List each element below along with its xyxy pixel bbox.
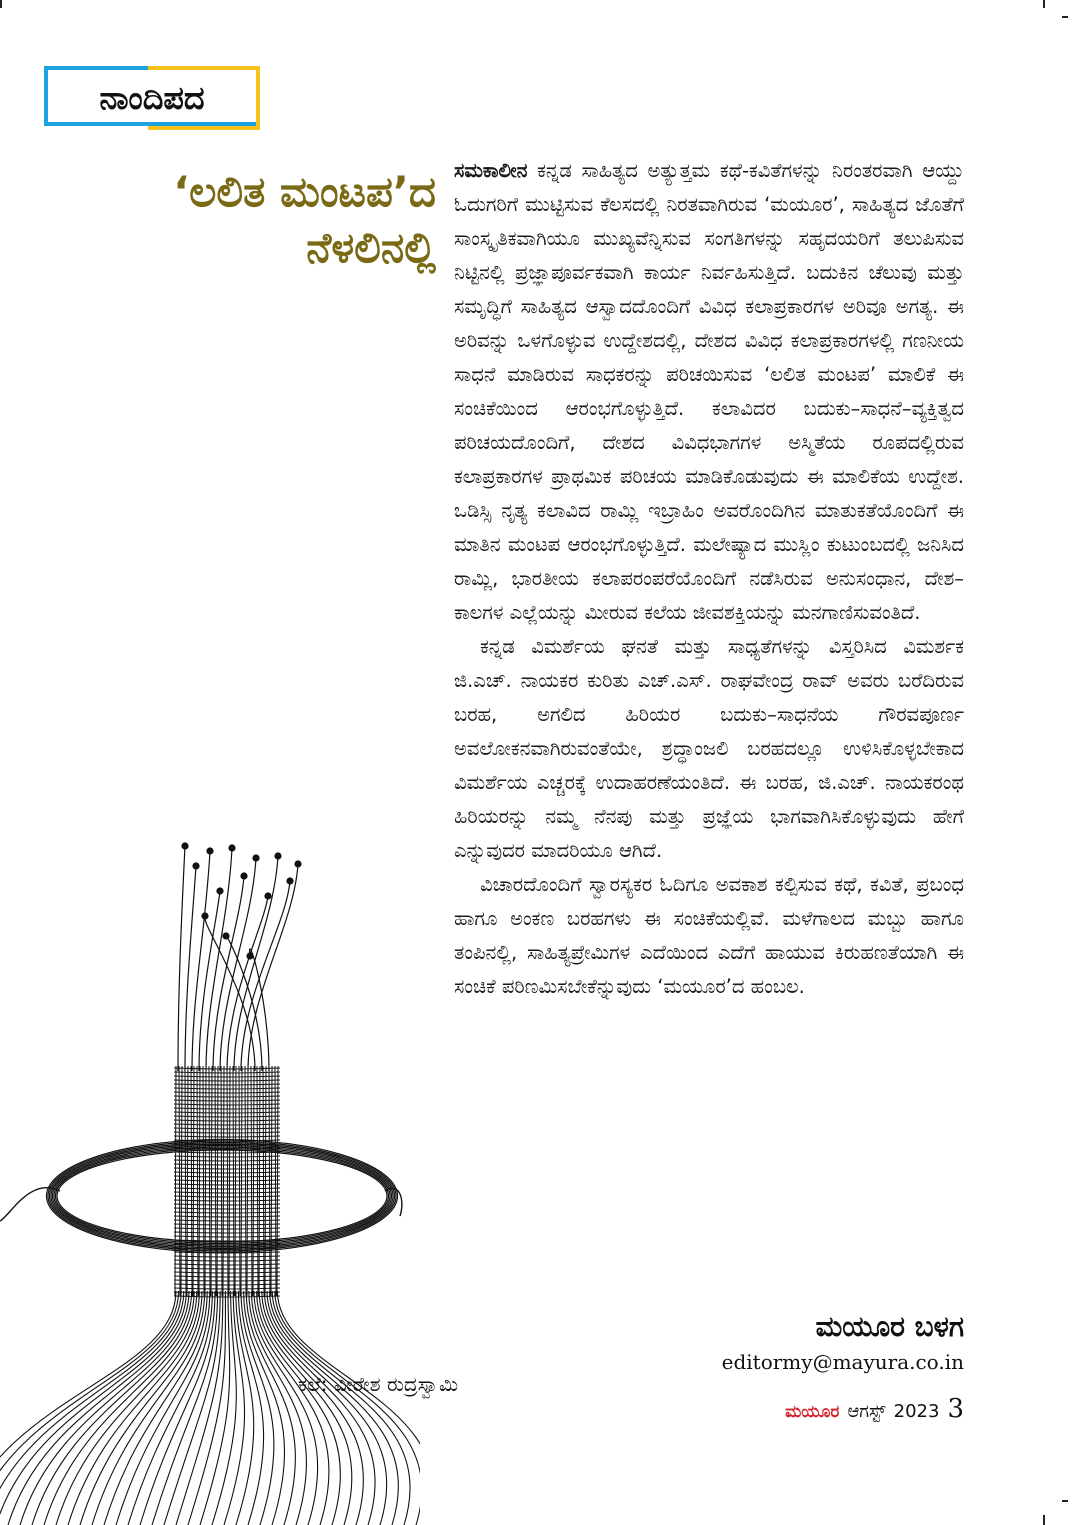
headline-line-2: ನೆಳಲಿನಲ್ಲಿ <box>306 223 436 272</box>
signature: ಮಯೂರ ಬಳಗ <box>815 1310 964 1343</box>
crop-mark-right-lower <box>1062 1500 1068 1502</box>
page-number: 3 <box>947 1394 964 1424</box>
issue-month: ಆಗಸ್ಟ್ <box>847 1401 886 1422</box>
page-folio <box>785 1394 964 1424</box>
paragraph-1-text: ಕನ್ನಡ ಸಾಹಿತ್ಯದ ಅತ್ಯುತ್ತಮ ಕಥೆ-ಕವಿತೆಗಳನ್ನು ನಿರಂತರವಾಗಿ ಆಯ್ದು ಓದುಗರಿಗೆ ಮುಟ್ಟಿಸುವ ಕೆಲಸದಲ್ಲಿ ನಿರತವಾಗಿರುವ ‘ಮಯೂರ’, ಸಾಹಿತ್ಯದ ಜೊತೆಗೆ ಸಾಂಸ್ಕೃತಿಕವಾಗಿಯೂ ಮುಖ್ಯವೆನ್ನಿಸುವ ಸಂಗತಿಗಳನ್ನು ಸಹೃದಯರಿಗೆ ತಲುಪಿಸುವ ನಿಟ್ಟಿನಲ್ಲಿ ಪ್ರಜ್ಞಾಪೂರ್ವಕವಾಗಿ ಕಾರ್ಯ ನಿರ್ವಹಿಸುತ್ತಿದೆ. ಬದುಕಿನ ಚೆಲುವು ಮತ್ತು ಸಮೃದ್ಧಿಗೆ ಸಾಹಿತ್ಯದ ಆಸ್ವಾದದೊಂದಿಗೆ ವಿವಿಧ ಕಲಾಪ್ರಕಾರಗಳ ಅರಿವೂ ಅಗತ್ಯ. ಈ ಅರಿವನ್ನು ಒಳಗೊಳ್ಳುವ ಉದ್ದೇಶದಲ್ಲಿ, ದೇಶದ ವಿವಿಧ ಕಲಾಪ್ರಕಾರಗಳಲ್ಲಿ ಗಣನೀಯ ಸಾಧನೆ ಮಾಡಿರುವ ಸಾಧಕರನ್ನು ಪರಿಚಯಿಸುವ ‘ಲಲಿತ ಮಂಟಪ’ ಮಾಲಿಕೆ ಈ ಸಂಚಿಕೆಯಿಂದ ಆರಂಭಗೊಳ್ಳುತ್ತಿದೆ. ಕಲಾವಿದರ ಬದುಕು–ಸಾಧನೆ–ವ್ಯಕ್ತಿತ್ವದ ಪರಿಚಯದೊಂದಿಗೆ, ದೇಶದ ವಿವಿಧಭಾಗಗಳ ಅಸ್ಮಿತೆಯ ರೂಪದಲ್ಲಿರುವ ಕಲಾಪ್ರಕಾರಗಳ ಪ್ರಾಥಮಿಕ ಪರಿಚಯ ಮಾಡಿಕೊಡುವುದು ಈ ಮಾಲಿಕೆಯ ಉದ್ದೇಶ. ಒಡಿಸ್ಸಿ ನೃತ್ಯ ಕಲಾವಿದ ರಾಮ್ಲಿ ಇಬ್ರಾಹಿಂ ಅವರೊಂದಿಗಿನ ಮಾತುಕತೆಯೊಂದಿಗೆ ಈ ಮಾತಿನ ಮಂಟಪ ಆರಂಭಗೊಳ್ಳುತ್ತಿದೆ. ಮಲೇಷ್ಯಾದ ಮುಸ್ಲಿಂ ಕುಟುಂಬದಲ್ಲಿ ಜನಿಸಿದ ರಾಮ್ಲಿ, ಭಾರತೀಯ ಕಲಾಪರಂಪರೆಯೊಂದಿಗೆ ನಡೆಸಿರುವ ಅನುಸಂಧಾನ, ದೇಶ–ಕಾಲಗಳ ಎಲ್ಲೆಯನ್ನು ಮೀರುವ ಕಲೆಯ ಜೀವಶಕ್ತಿಯನ್ನು ಮನಗಾಣಿಸುವಂತಿದೆ. <box>454 159 964 624</box>
paragraph-2: ಕನ್ನಡ ವಿಮರ್ಶೆಯ ಘನತೆ ಮತ್ತು ಸಾಧ್ಯತೆಗಳನ್ನು ವಿಸ್ತರಿಸಿದ ವಿಮರ್ಶಕ ಜಿ.ಎಚ್. ನಾಯಕರ ಕುರಿತು ಎಚ್.ಎಸ್. ರಾಘವೇಂದ್ರ ರಾವ್ ಅವರು ಬರೆದಿರುವ ಬರಹ, ಅಗಲಿದ ಹಿರಿಯರ ಬದುಕು–ಸಾಧನೆಯ ಗೌರವಪೂರ್ಣ ಅವಲೋಕನವಾಗಿರುವಂತೆಯೇ, ಶ್ರದ್ಧಾಂಜಲಿ ಬರಹದಲ್ಲೂ ಉಳಿಸಿಕೊಳ್ಳಬೇಕಾದ ವಿಮರ್ಶೆಯ ಎಚ್ಚರಕ್ಕೆ ಉದಾಹರಣೆಯಂತಿದೆ. ಈ ಬರಹ, ಜಿ.ಎಚ್. ನಾಯಕರಂಥ ಹಿರಿಯರನ್ನು ನಮ್ಮ ನೆನಪು ಮತ್ತು ಪ್ರಜ್ಞೆಯ ಭಾಗವಾಗಿಸಿಕೊಳ್ಳುವುದು ಹೇಗೆ ಎನ್ನುವುದರ ಮಾದರಿಯೂ ಆಗಿದೆ. <box>454 635 964 862</box>
paragraph-1 <box>454 154 964 630</box>
editor-email[interactable]: editormy@mayura.co.in <box>721 1350 964 1374</box>
art-credit: ಕಲೆ: ವೀರೇಶ ರುದ್ರಸ್ವಾಮಿ <box>298 1372 459 1396</box>
editorial-body <box>454 154 964 1004</box>
magazine-brand: ಮಯೂರ <box>785 1402 840 1422</box>
issue-year: 2023 <box>893 1401 940 1422</box>
lead-word: ಸಮಕಾಲೀನ <box>454 159 528 182</box>
crop-mark-bottom-right <box>1043 1515 1045 1525</box>
section-tag <box>44 66 260 130</box>
headline <box>70 164 436 276</box>
crop-mark-top-left <box>0 0 2 8</box>
paragraph-3: ವಿಚಾರದೊಂದಿಗೆ ಸ್ವಾರಸ್ಯಕರ ಓದಿಗೂ ಅವಕಾಶ ಕಲ್ಪಿಸುವ ಕಥೆ, ಕವಿತೆ, ಪ್ರಬಂಧ ಹಾಗೂ ಅಂಕಣ ಬರಹಗಳು ಈ ಸಂಚಿಕೆಯಲ್ಲಿವೆ. ಮಳೆಗಾಲದ ಮಬ್ಬು ಹಾಗೂ ತಂಪಿನಲ್ಲಿ, ಸಾಹಿತ್ಯಪ್ರೇಮಿಗಳ ಎದೆಯಿಂದ ಎದೆಗೆ ಹಾಯುವ ಕಿರುಹಣತೆಯಾಗಿ ಈ ಸಂಚಿಕೆ ಪರಿಣಮಿಸಬೇಕೆನ್ನುವುದು ‘ಮಯೂರ’ದ ಹಂಬಲ. <box>454 873 964 998</box>
headline-line-1: ‘ಲಲಿತ ಮಂಟಪ’ದ <box>173 167 436 216</box>
woven-tree-illustration-icon <box>0 836 420 1525</box>
crop-mark-top-right <box>1043 0 1045 8</box>
crop-mark-right-upper <box>1062 16 1068 18</box>
section-label: ನಾಂದಿಪದ <box>99 79 205 117</box>
